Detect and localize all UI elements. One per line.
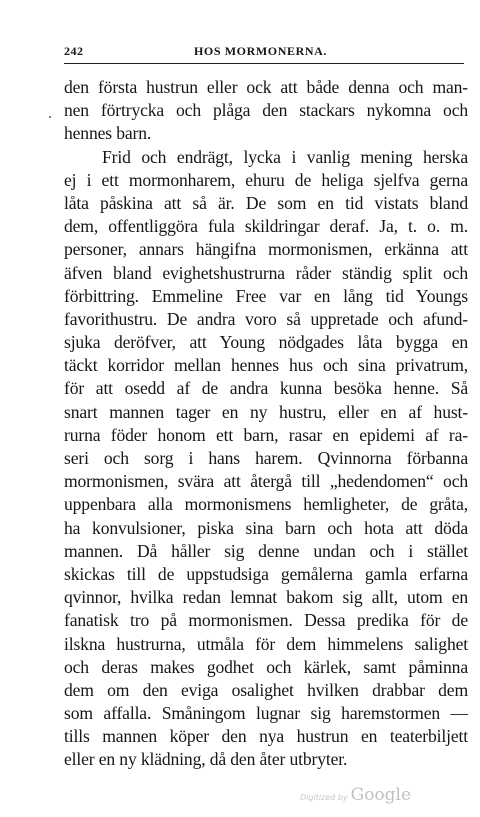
- paragraph-1: [64, 76, 468, 146]
- text-line: ej i ett mormonharem, ehuru de heliga sjelfva gerna: [64, 169, 468, 190]
- text-line: eller en ny klädning, då den åter utbryter.: [64, 749, 348, 770]
- text-line: ha konvulsioner, piska sina barn och hota att döda: [64, 517, 468, 538]
- text-line: äfven bland evighetshustrurna råder ständig split och: [64, 262, 468, 283]
- text-line: låta påskina att så är. De som en tid vistats bland: [64, 192, 468, 213]
- page-number: 242: [64, 44, 84, 58]
- text-line: sjuka deröfver, att Young nödgades låta bygga en: [64, 332, 468, 353]
- text-line: personer, annars hängifna mormonismen, erkänna att: [64, 239, 468, 260]
- text-line: mannen. Då håller sig denne undan och i stället: [64, 540, 468, 561]
- text-line: och deras makes godhet och kärlek, samt påminna: [64, 656, 468, 677]
- text-line: tills mannen köper den nya hustrun en teaterbiljett: [64, 726, 468, 747]
- text-line: favorithustru. De andra voro så uppretade och afund-: [64, 308, 468, 329]
- text-line: Frid och endrägt, lycka i vanlig mening herska: [102, 146, 468, 167]
- text-line: nen förtrycka och plåga den stackars nykomna och: [64, 100, 468, 121]
- text-line: förbittring. Emmeline Free var en lång tid Youngs: [64, 285, 468, 306]
- running-title: HOS MORMONERNA.: [194, 44, 327, 58]
- text-line: fanatisk tro på mormonismen. Dessa predika för de: [64, 610, 468, 631]
- text-line: mormonismen, svära att återgå till „hedendomen“ och: [64, 471, 468, 492]
- text-line: dem om den eviga osalighet hvilken drabbar dem: [64, 679, 468, 700]
- text-line: qvinnor, hvilka redan lemnat bakom sig allt, utom en: [64, 587, 468, 608]
- header-rule: [64, 63, 464, 64]
- text-line: täckt korridor mellan hennes hus och sina privatrum,: [64, 355, 468, 376]
- body-text: [64, 76, 468, 772]
- watermark-brand: Google: [350, 785, 412, 805]
- ink-speck: [49, 116, 51, 118]
- text-line: dem, offentliggöra fula skildringar deraf. Ja, t. o. m.: [64, 216, 468, 237]
- text-line: ilskna hustrurna, utmåla för dem himmelens salighet: [64, 633, 468, 654]
- text-line: seri och sorg i hans harem. Qvinnorna förbanna: [64, 448, 468, 468]
- digitization-watermark: [300, 785, 411, 807]
- text-line: för att osedd af de andra kunna besöka henne. Så: [64, 378, 468, 399]
- watermark-prefix: Digitized by: [300, 793, 348, 802]
- text-line: snart mannen tager en ny hustru, eller en af hust-: [64, 401, 468, 422]
- text-line: som affalla. Småningom lugnar sig haremstormen —: [64, 703, 468, 724]
- text-line: hennes barn.: [64, 123, 152, 144]
- text-line: uppenbara alla mormonismens hemligheter, de gråta,: [64, 494, 468, 515]
- text-line: rurna föder honom ett barn, rasar en epidemi af ra-: [64, 424, 468, 445]
- text-line: den första hustrun eller ock att både denna och man-: [64, 77, 468, 97]
- page-header: [64, 44, 464, 64]
- text-line: skickas till de uppstudsiga gemålerna gamla erfarna: [64, 563, 468, 584]
- paragraph-2: [64, 146, 468, 772]
